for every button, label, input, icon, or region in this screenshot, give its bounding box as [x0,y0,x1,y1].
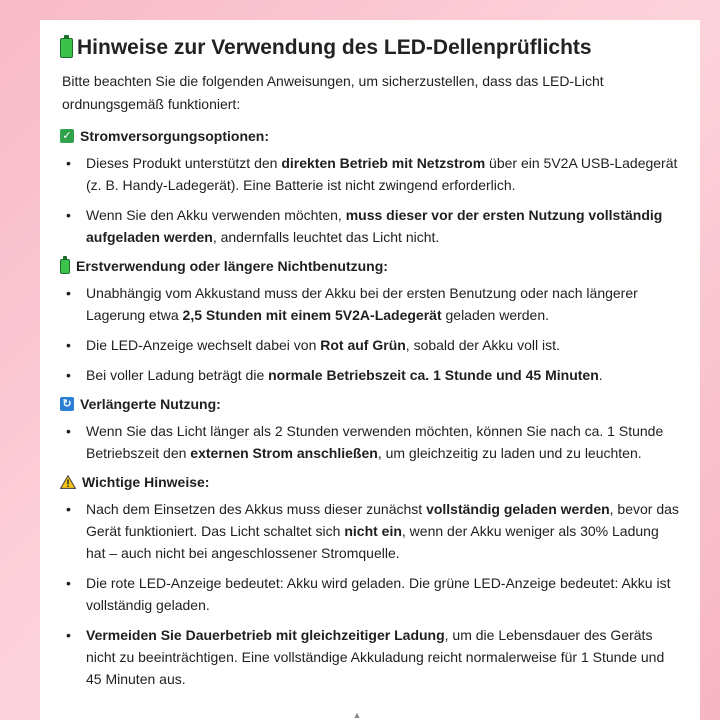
list-item [60,624,682,690]
list-item [60,498,682,564]
bold-text: Vermeiden Sie Dauerbetrieb mit gleichzeitiger Ladung [86,627,445,643]
battery-icon [60,259,70,274]
section-heading [60,128,682,144]
list-item [60,572,682,616]
text-segment: , sobald der Akku voll ist. [405,337,560,353]
text-segment: über ein 5V2A USB-Ladegerät (z. B. Handy-Ladegerät). Eine Batterie ist nicht zwingend erforderlich. [86,155,678,193]
bold-text: normale Betriebszeit ca. 1 Stunde und 45 Minuten [268,367,599,383]
list-item [60,204,682,248]
section-heading [60,258,682,274]
section-heading [60,396,682,412]
check-icon: ✓ [60,129,74,143]
section-heading-text: Wichtige Hinweise: [82,474,210,490]
bold-text: vollständig geladen werden [426,501,610,517]
bullet-list [60,420,682,464]
instruction-card [40,20,700,720]
text-segment: , wenn der Akku weniger als 30% Ladung hat – auch nicht bei angeschlossener Stromquelle. [86,523,659,561]
bold-text: direkten Betrieb mit Netzstrom [281,155,486,171]
text-segment: . [598,367,603,383]
list-item [60,420,682,464]
bold-text: nicht ein [344,523,402,539]
text-segment: Wenn Sie den Akku verwenden möchten, [86,207,346,223]
text-segment: Bei voller Ladung beträgt die [86,367,269,383]
bold-text: 2,5 Stunden mit einem 5V2A-Ladegerät [182,307,442,323]
text-segment: Dieses Produkt unterstützt den [86,155,282,171]
text-segment: , andernfalls leuchtet das Licht nicht. [212,229,440,245]
scroll-indicator-icon: ▲ [352,710,362,720]
page-title-row [60,36,682,60]
list-item [60,282,682,326]
bold-text: muss dieser vor der ersten Nutzung vollständig aufgeladen werden [86,207,663,245]
bullet-list [60,498,682,690]
battery-icon [60,38,73,58]
text-segment: Wenn Sie das Licht länger als 2 Stunden verwenden möchten, können Sie nach ca. 1 Stunde Betriebszeit den [86,423,664,461]
intro-text: Bitte beachten Sie die folgenden Anweisungen, um sicherzustellen, dass das LED-Licht ordnungsgemäß funktioniert: [62,73,604,112]
text-segment: , bevor das Gerät funktioniert. Das Licht schaltet sich [86,501,679,539]
warning-icon [60,475,76,489]
text-segment: Die LED-Anzeige wechselt dabei von [86,337,321,353]
bullet-list [60,282,682,386]
list-item [60,364,682,386]
text-segment: , um gleichzeitig zu laden und zu leuchten. [377,445,642,461]
list-item [60,152,682,196]
bold-text: externen Strom anschließen [190,445,378,461]
section-heading-text: Verlängerte Nutzung: [80,396,221,412]
text-segment: Nach dem Einsetzen des Akkus muss dieser zunächst [86,501,427,517]
section-heading-text: Erstverwendung oder längere Nichtbenutzung: [76,258,388,274]
page-title: Hinweise zur Verwendung des LED-Dellenprüflichts [77,36,592,59]
text-segment: geladen werden. [441,307,550,323]
sections-container [60,128,682,690]
text-segment: Unabhängig vom Akkustand muss der Akku bei der ersten Benutzung oder nach längerer Lagerung etwa [86,285,638,323]
section-heading-text: Stromversorgungsoptionen: [80,128,270,144]
repeat-icon: ↻ [60,397,74,411]
bold-text: Rot auf Grün [320,337,406,353]
text-segment: , um die Lebensdauer des Geräts nicht zu beeinträchtigen. Eine vollständige Akkuladung reicht normalerweise für 1 Stunde und 45 Minuten aus. [86,627,665,687]
bullet-list [60,152,682,248]
text-segment: Die rote LED-Anzeige bedeutet: Akku wird geladen. Die grüne LED-Anzeige bedeutet: Akku ist vollständig geladen. [86,575,671,613]
list-item [60,334,682,356]
section-heading [60,474,682,490]
